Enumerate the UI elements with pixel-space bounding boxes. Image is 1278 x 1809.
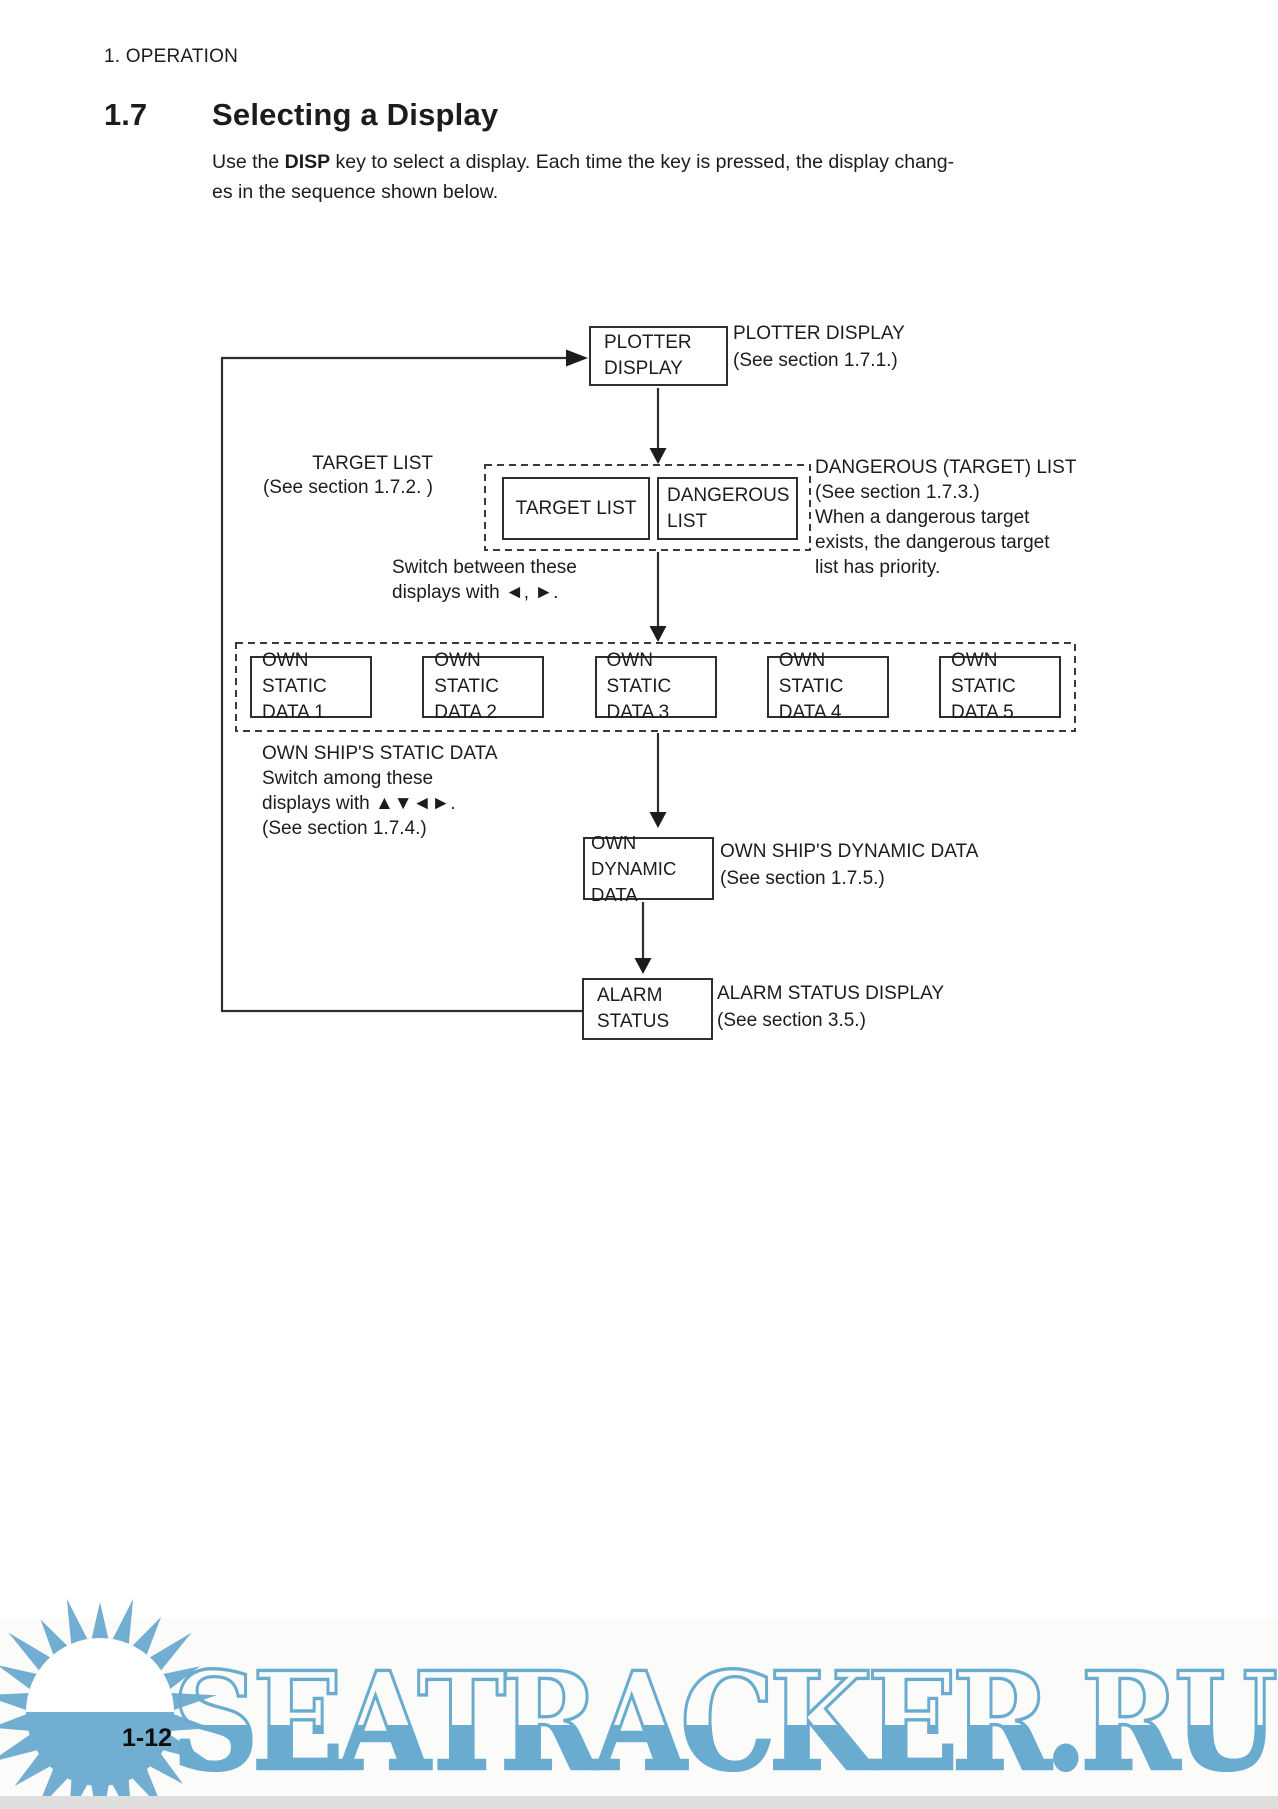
- intro-text-line2: es in the sequence shown below.: [212, 181, 499, 203]
- static2-line1: OWN STATIC: [434, 650, 499, 697]
- plotter-note-line1: PLOTTER DISPLAY: [733, 323, 905, 344]
- target-label-line1: TARGET LIST: [312, 453, 433, 474]
- alarm-status-note: [717, 980, 944, 1034]
- alarm-note-line2: (See section 3.5.): [717, 1010, 866, 1031]
- target-list-side-label: [200, 452, 433, 500]
- switch-note-line1: Switch between these: [392, 557, 577, 578]
- static3-line2: DATA 3: [606, 702, 670, 723]
- dangerous-list-box: [657, 477, 798, 540]
- dangerous-note-line5: list has priority.: [815, 557, 941, 578]
- switch-between-note: [392, 555, 577, 605]
- static5-line2: DATA 5: [951, 702, 1014, 723]
- alarm-note-line1: ALARM STATUS DISPLAY: [717, 983, 944, 1004]
- static2-line2: DATA 2: [434, 702, 497, 723]
- watermark-text: SEATRACKER.RU: [172, 1643, 1272, 1801]
- dangerous-note-line1: DANGEROUS (TARGET) LIST: [815, 457, 1077, 478]
- dangerous-note-line2: (See section 1.7.3.): [815, 482, 980, 503]
- plotter-note-line2: (See section 1.7.1.): [733, 350, 898, 371]
- own-dynamic-data-box: [583, 831, 714, 905]
- arrowhead-alarm: [635, 958, 652, 974]
- dynamic-note-line2: (See section 1.7.5.): [720, 868, 885, 889]
- static5-line1: OWN STATIC: [951, 650, 1016, 697]
- static3-line1: OWN STATIC: [606, 650, 672, 697]
- intro-paragraph: [212, 147, 1022, 207]
- own-static-data-5-box: [939, 650, 1061, 723]
- dynamic-box-line2: DATA: [591, 883, 638, 905]
- disp-key-label: DISP: [284, 151, 331, 173]
- arrowhead-into-plotter: [566, 350, 588, 367]
- static1-line1: OWN STATIC: [262, 650, 327, 697]
- page-number: 1-12: [122, 1724, 173, 1752]
- plotter-display-box: [589, 326, 728, 386]
- dangerous-box-line1: DANGEROUS: [667, 484, 790, 506]
- own-static-data-3-box: [595, 650, 717, 723]
- target-list-box: [502, 477, 650, 540]
- static-note-line1: OWN SHIP'S STATIC DATA: [262, 743, 498, 764]
- alarm-box-line2: STATUS: [597, 1011, 670, 1032]
- alarm-box-line1: ALARM: [597, 985, 663, 1006]
- static4-line1: OWN STATIC: [778, 650, 844, 697]
- alarm-status-box: [582, 978, 713, 1040]
- dangerous-list-note: [815, 455, 1076, 580]
- chapter-header: 1. OPERATION: [104, 46, 239, 67]
- static-note-line2: Switch among these: [262, 768, 434, 789]
- static1-line2: DATA 1: [262, 702, 325, 723]
- own-dynamic-data-note: [720, 838, 978, 892]
- intro-text-post: key to select a display. Each time the key is pressed, the display chang-: [330, 151, 955, 173]
- arrowhead-dynamic: [650, 812, 667, 828]
- dangerous-box-line2: LIST: [667, 510, 708, 532]
- page-title: Selecting a Display: [212, 97, 499, 132]
- sun-dome: [26, 1638, 174, 1712]
- static-note-line3: displays with ▲▼◄►.: [262, 793, 456, 814]
- static-note-line4: (See section 1.7.4.): [262, 818, 427, 839]
- arrowhead-lists: [650, 448, 667, 464]
- own-static-data-1-box: [250, 650, 372, 723]
- arrowhead-static: [650, 626, 667, 642]
- dynamic-note-line1: OWN SHIP'S DYNAMIC DATA: [720, 841, 979, 862]
- own-static-data-row: [236, 643, 1075, 731]
- target-label-line2: (See section 1.7.2. ): [262, 477, 433, 498]
- static4-line2: DATA 4: [778, 702, 842, 723]
- own-static-data-4-box: [767, 650, 889, 723]
- own-static-data-note: [262, 741, 498, 841]
- dynamic-box-line1: OWN DYNAMIC: [591, 831, 677, 879]
- dangerous-note-line3: When a dangerous target: [815, 507, 1030, 528]
- plotter-box-line2: DISPLAY: [604, 358, 683, 379]
- target-box-label: TARGET LIST: [515, 497, 637, 519]
- plotter-box-line1: PLOTTER: [604, 332, 692, 353]
- plotter-display-note: [733, 320, 905, 374]
- section-number: 1.7: [104, 97, 148, 132]
- dangerous-note-line4: exists, the dangerous target: [815, 532, 1050, 553]
- own-static-data-2-box: [422, 650, 544, 723]
- intro-text-pre: Use the: [212, 151, 285, 173]
- switch-note-line2: displays with ◄, ►.: [392, 582, 559, 603]
